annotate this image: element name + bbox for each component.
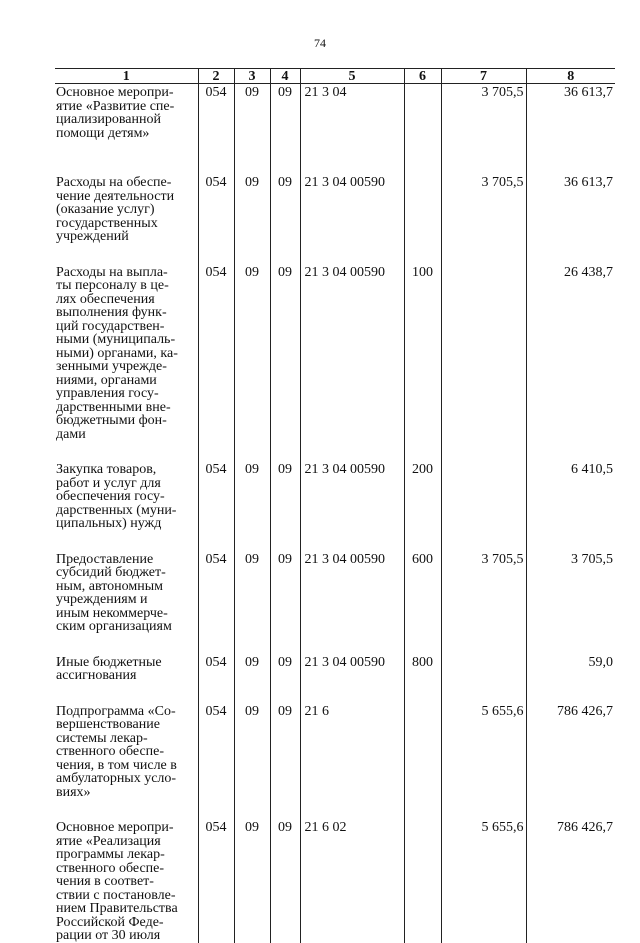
row-name-line: ственного обеспе-	[56, 744, 165, 759]
row-name-line: субсидий бюджет-	[56, 565, 166, 580]
row-name-line: ятие «Развитие спе-	[56, 98, 175, 114]
amount-col-7: 5 655,6	[441, 819, 526, 943]
row-name-line: Закупка товаров,	[56, 462, 157, 477]
row-name-line: выполнения функ-	[56, 305, 167, 320]
row-name-line: чения, в том числе в	[56, 757, 177, 773]
ministry-code: 054	[198, 703, 234, 820]
row-name-line: управления госу-	[56, 386, 159, 401]
table-row	[55, 461, 615, 551]
expense-type	[404, 84, 441, 175]
table-row	[55, 654, 615, 703]
amount-col-7	[441, 264, 526, 462]
header-row	[55, 69, 615, 84]
table-row	[55, 703, 615, 820]
amount-col-8: 6 410,5	[526, 461, 615, 551]
row-name-line: виях»	[56, 784, 91, 800]
budget-table	[55, 68, 615, 943]
section-code: 09	[234, 551, 270, 654]
row-name-line: лях обеспечения	[56, 291, 155, 307]
row-name-line: Основное меропри-	[56, 85, 174, 100]
row-name-line: обеспечения госу-	[56, 489, 165, 504]
row-name	[55, 654, 198, 703]
header-col-7: 7	[441, 69, 526, 84]
amount-col-8: 59,0	[526, 654, 615, 703]
row-name	[55, 84, 198, 175]
section-code: 09	[234, 264, 270, 462]
ministry-code: 054	[198, 654, 234, 703]
header-col-2: 2	[198, 69, 234, 84]
table-row	[55, 84, 615, 175]
amount-col-7: 3 705,5	[441, 551, 526, 654]
ministry-code: 054	[198, 461, 234, 551]
amount-col-8: 36 613,7	[526, 174, 615, 264]
row-name-line: зенными учрежде-	[56, 359, 167, 374]
section-code: 09	[234, 174, 270, 264]
row-name-line: амбулаторных усло-	[56, 771, 177, 786]
row-name-line: бюджетными фон-	[56, 413, 167, 428]
subsection-code: 09	[270, 461, 300, 551]
row-name-line: ций государствен-	[56, 318, 165, 334]
section-code: 09	[234, 654, 270, 703]
amount-col-8: 36 613,7	[526, 84, 615, 175]
row-name-line: дарственными вне-	[56, 399, 171, 415]
amount-col-8: 786 426,7	[526, 703, 615, 820]
amount-col-7: 3 705,5	[441, 174, 526, 264]
row-name-line: Иные бюджетные	[56, 654, 162, 670]
row-name-line: чения в соответ-	[56, 874, 154, 889]
row-name-line: учреждений	[56, 229, 129, 244]
expense-type	[404, 703, 441, 820]
row-name-line: рации от 30 июля	[56, 928, 161, 943]
row-name-line: Основное меропри-	[56, 820, 174, 835]
row-name-line: Подпрограмма «Со-	[56, 703, 176, 719]
row-name-line: государственных	[56, 215, 158, 231]
amount-col-7: 5 655,6	[441, 703, 526, 820]
row-name-line: ниями, органами	[56, 372, 157, 388]
row-name-line: ными (муниципаль-	[56, 332, 176, 347]
amount-col-8: 3 705,5	[526, 551, 615, 654]
row-name-line: ассигнования	[56, 668, 137, 683]
row-name-line: дами	[56, 426, 86, 442]
row-name-line: дарственных (муни-	[56, 502, 177, 518]
table-row	[55, 551, 615, 654]
amount-col-8: 786 426,7	[526, 819, 615, 943]
row-name-line: вершенствование	[56, 717, 160, 732]
ministry-code: 054	[198, 264, 234, 462]
header-col-4: 4	[270, 69, 300, 84]
row-name	[55, 264, 198, 462]
row-name-line: ципальных) нужд	[56, 516, 162, 531]
expense-type	[404, 174, 441, 264]
header-col-5: 5	[300, 69, 404, 84]
header-col-8: 8	[526, 69, 615, 84]
row-name-line: Предоставление	[56, 551, 154, 567]
subsection-code: 09	[270, 264, 300, 462]
expense-type: 800	[404, 654, 441, 703]
target-article: 21 6	[300, 703, 404, 820]
header-col-6: 6	[404, 69, 441, 84]
row-name	[55, 461, 198, 551]
section-code: 09	[234, 84, 270, 175]
row-name-line: циализированной	[56, 112, 161, 127]
header-col-3: 3	[234, 69, 270, 84]
row-name-line: ским организациям	[56, 619, 172, 634]
row-name-line: Расходы на выпла-	[56, 264, 168, 280]
page-number: 74	[314, 36, 326, 50]
subsection-code: 09	[270, 703, 300, 820]
row-name	[55, 819, 198, 943]
expense-type	[404, 819, 441, 943]
row-name-line: учреждениям и	[56, 592, 148, 607]
table-row	[55, 264, 615, 462]
amount-col-7	[441, 461, 526, 551]
target-article: 21 3 04 00590	[300, 461, 404, 551]
section-code: 09	[234, 461, 270, 551]
target-article: 21 3 04	[300, 84, 404, 175]
expense-type: 200	[404, 461, 441, 551]
subsection-code: 09	[270, 551, 300, 654]
subsection-code: 09	[270, 84, 300, 175]
section-code: 09	[234, 703, 270, 820]
table-row	[55, 174, 615, 264]
row-name	[55, 703, 198, 820]
target-article: 21 3 04 00590	[300, 174, 404, 264]
row-name-line: ствии с постановле-	[56, 887, 176, 903]
row-name-line: ным, автономным	[56, 578, 164, 594]
section-code: 09	[234, 819, 270, 943]
row-name-line: Российской Феде-	[56, 914, 164, 930]
subsection-code: 09	[270, 654, 300, 703]
ministry-code: 054	[198, 551, 234, 654]
target-article: 21 3 04 00590	[300, 654, 404, 703]
row-name-line: системы лекар-	[56, 730, 148, 746]
ministry-code: 054	[198, 819, 234, 943]
row-name	[55, 551, 198, 654]
amount-col-7: 3 705,5	[441, 84, 526, 175]
target-article: 21 3 04 00590	[300, 264, 404, 462]
row-name-line: иным некоммерче-	[56, 605, 168, 621]
row-name-line: ты персоналу в це-	[56, 278, 169, 293]
row-name-line: программы лекар-	[56, 847, 165, 862]
amount-col-7	[441, 654, 526, 703]
row-name-line: Расходы на обеспе-	[56, 175, 172, 190]
table-row	[55, 819, 615, 943]
table-body	[55, 84, 615, 943]
target-article: 21 3 04 00590	[300, 551, 404, 654]
expense-type: 100	[404, 264, 441, 462]
target-article: 21 6 02	[300, 819, 404, 943]
row-name	[55, 174, 198, 264]
amount-col-8: 26 438,7	[526, 264, 615, 462]
expense-type: 600	[404, 551, 441, 654]
row-name-line: ятие «Реализация	[56, 833, 161, 849]
row-name-line: ственного обеспе-	[56, 860, 165, 876]
row-name-line: помощи детям»	[56, 125, 150, 141]
header-col-1: 1	[55, 69, 198, 84]
row-name-line: работ и услуг для	[56, 475, 161, 491]
subsection-code: 09	[270, 174, 300, 264]
row-name-line: чение деятельности	[56, 188, 175, 204]
row-name-line: (оказание услуг)	[56, 202, 155, 217]
subsection-code: 09	[270, 819, 300, 943]
row-name-line: нием Правительства	[56, 901, 178, 916]
row-name-line: ными) органами, ка-	[56, 345, 178, 361]
ministry-code: 054	[198, 84, 234, 175]
ministry-code: 054	[198, 174, 234, 264]
